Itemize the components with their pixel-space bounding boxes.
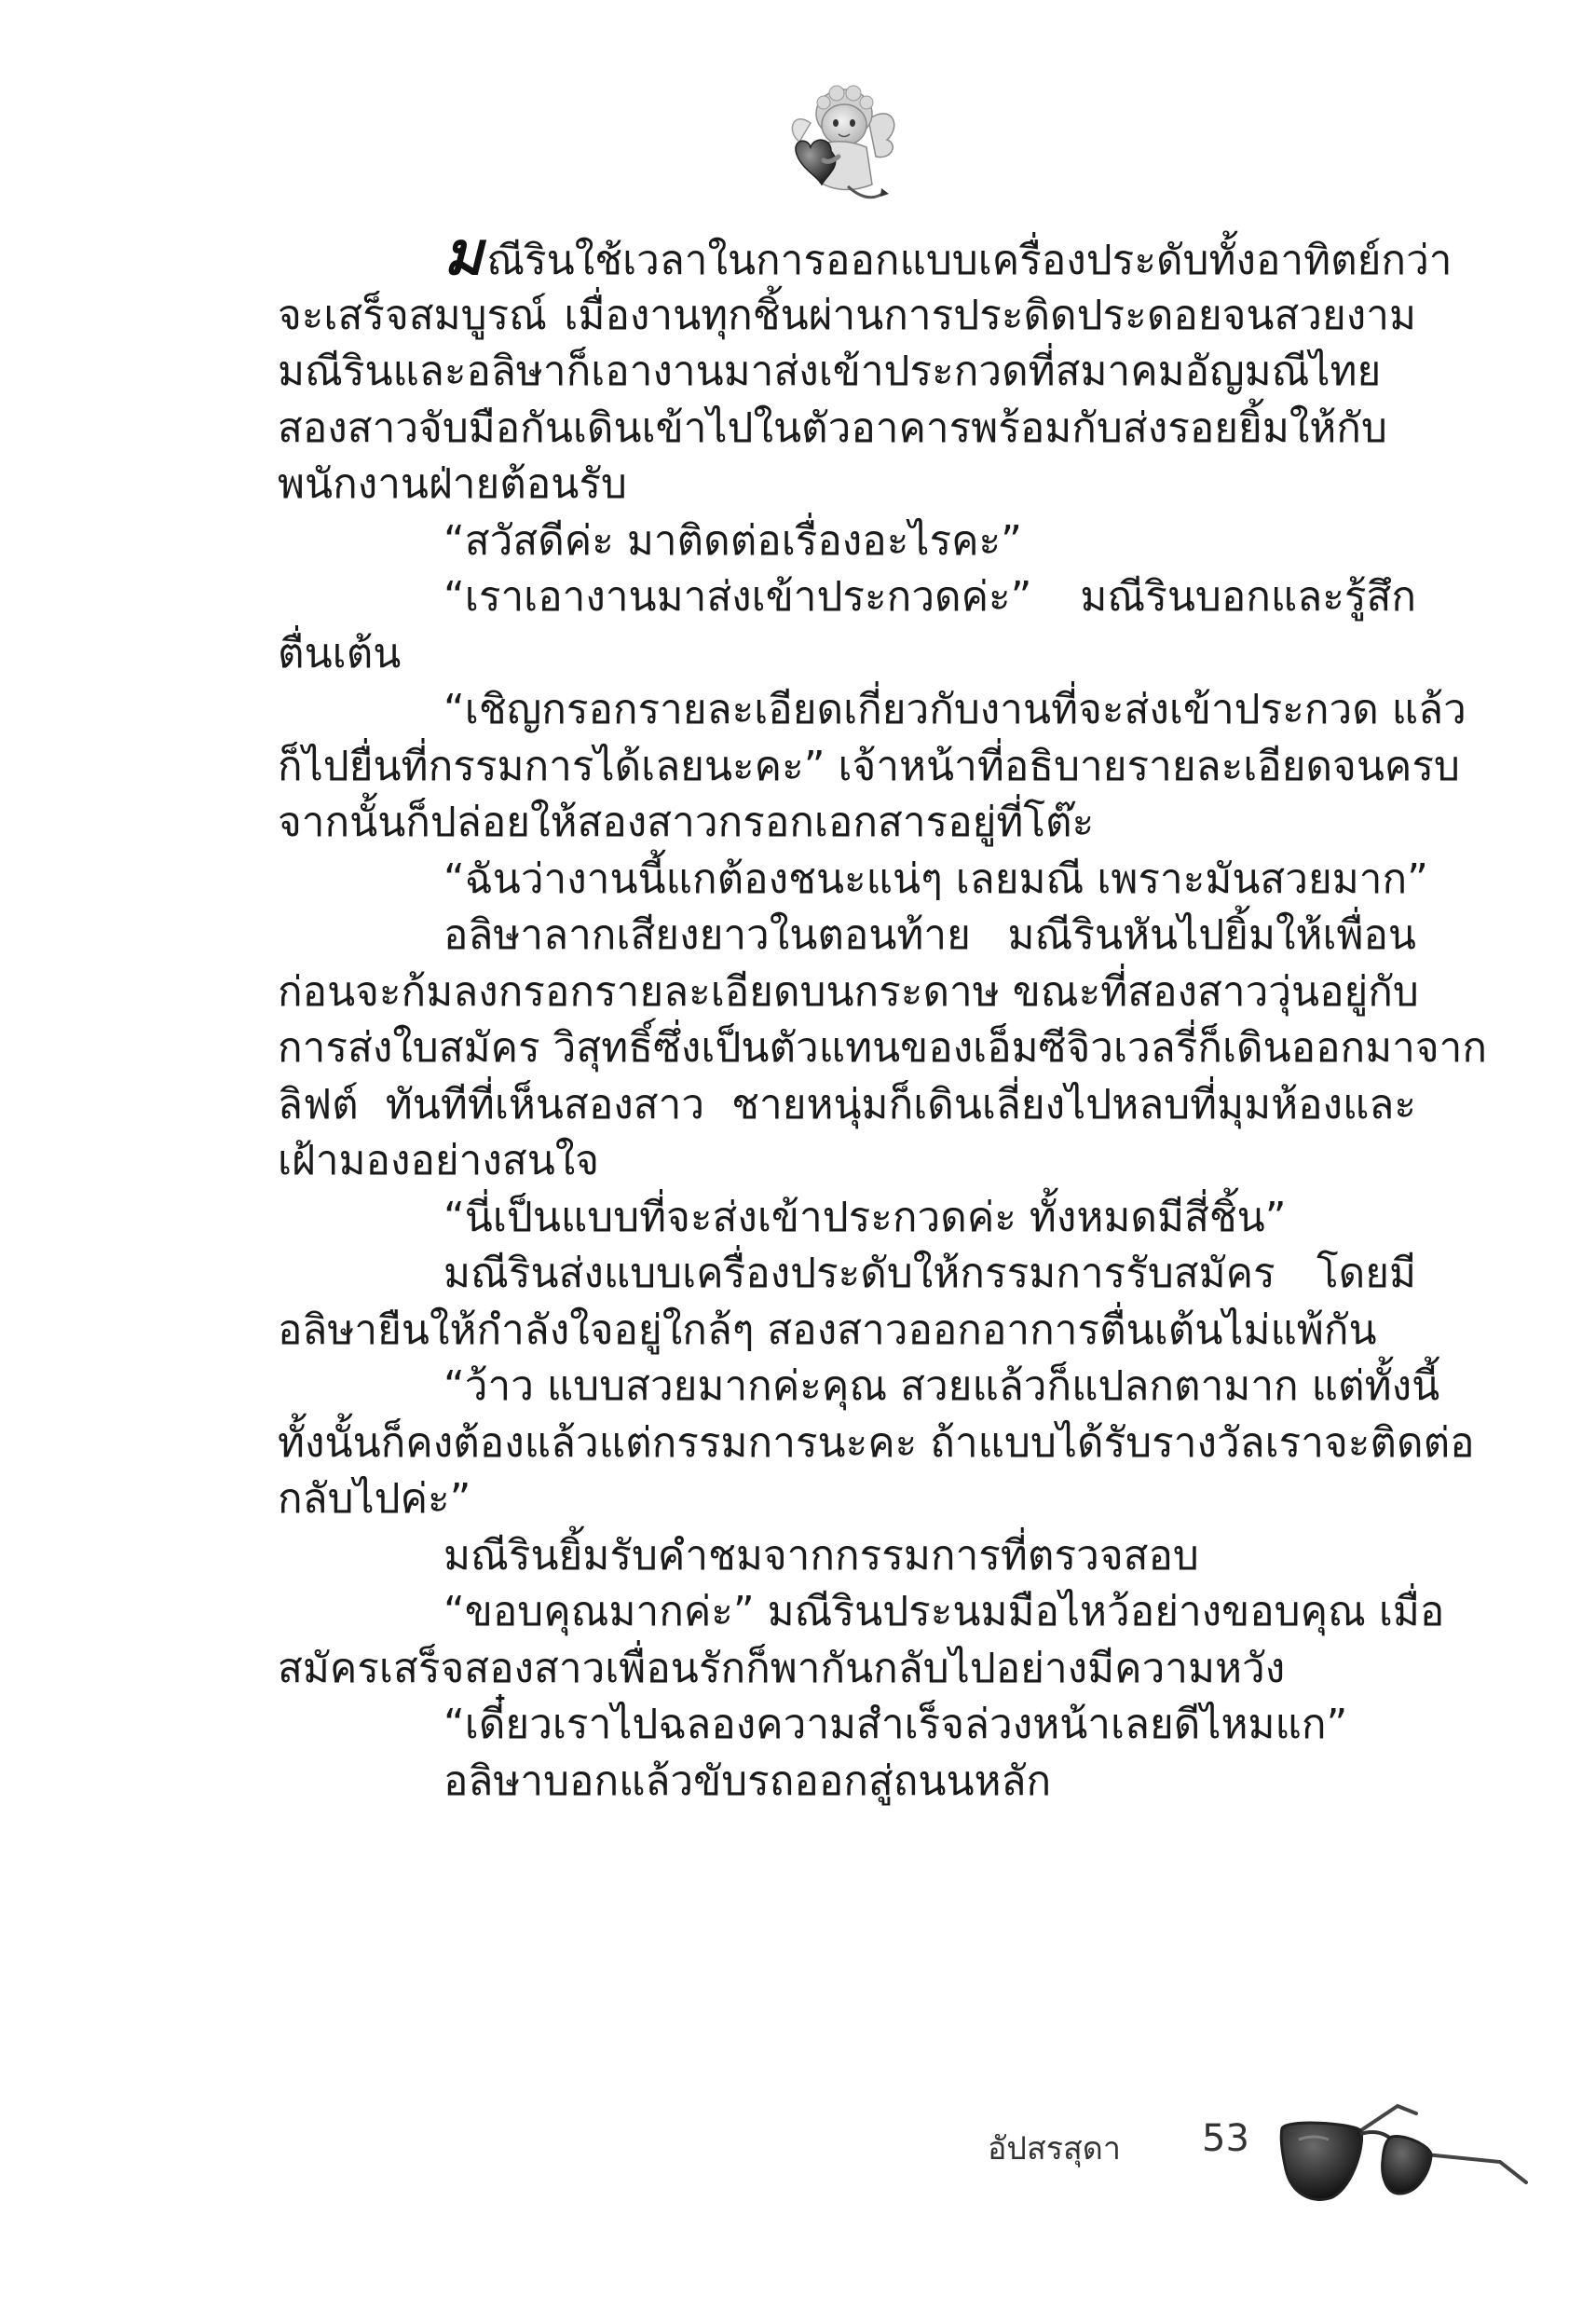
story-text	[278, 219, 1487, 1810]
text-line: เฝ้ามองอย่างสนใจ	[278, 1137, 600, 1184]
text-line: มณีรินและอลิษาก็เอางานมาส่งเข้าประกวดที่สมาคมอัญมณีไทย	[278, 348, 1382, 395]
text-line: “สวัสดีค่ะ มาติดต่อเรื่องอะไรคะ”	[443, 516, 1022, 565]
page-footer	[988, 2097, 1547, 2208]
text-line: “ว้าว แบบสวยมากค่ะคุณ สวยแล้วก็แปลกตามาก แต่ทั้งนี้	[443, 1362, 1440, 1410]
text-line: อลิษาลากเสียงยาวในตอนท้าย มณีรินหันไปยิ้มให้เพื่อน	[443, 911, 1416, 959]
book-title: อัปสรสุดา	[988, 2130, 1121, 2167]
text-line: มณีรินส่งแบบเครื่องประดับให้กรรมการรับสมัคร โดยมี	[443, 1250, 1416, 1297]
sunglasses-icon	[1276, 2097, 1533, 2208]
text-line: กลับไปค่ะ”	[278, 1475, 471, 1523]
text-line: “เชิญกรอกรายละเอียดเกี่ยวกับงานที่จะส่งเข้าประกวด แล้ว	[443, 686, 1466, 733]
text-line: สมัครเสร็จสองสาวเพื่อนรักก็พากันกลับไปอย่างมีความหวัง	[278, 1644, 1286, 1692]
text-line: ก็ไปยื่นที่กรรมการได้เลยนะคะ” เจ้าหน้าที่อธิบายรายละเอียดจนครบ	[278, 742, 1460, 790]
text-line: อลิษายืนให้กำลังใจอยู่ใกล้ๆ สองสาวออกอาการตื่นเต้นไม่แพ้กัน	[278, 1306, 1377, 1354]
text-line: พนักงานฝ่ายต้อนรับ	[278, 460, 627, 508]
text-line: มณีรินยิ้มรับคำชมจากกรรมการที่ตรวจสอบ	[443, 1531, 1199, 1579]
text-line: สองสาวจับมือกันเดินเข้าไปในตัวอาคารพร้อมกับส่งรอยยิ้มให้กับ	[278, 403, 1387, 452]
text-line: ลิฟต์ ทันทีที่เห็นสองสาว ชายหนุ่มก็เดินเลี่ยงไปหลบที่มุมห้องและ	[278, 1080, 1416, 1128]
text-line: มณีรินใช้เวลาในการออกแบบเครื่องประดับทั้งอาทิตย์กว่า	[443, 219, 1453, 289]
text-line: อลิษาบอกแล้วขับรถออกสู่ถนนหลัก	[443, 1757, 1052, 1805]
drop-cap: ม	[443, 219, 484, 289]
text-line: จะเสร็จสมบูรณ์ เมื่องานทุกชิ้นผ่านการประดิดประดอยจนสวยงาม	[278, 291, 1416, 339]
text-line: “ขอบคุณมากค่ะ” มณีรินประนมมือไหว้อย่างขอบคุณ เมื่อ	[443, 1588, 1445, 1635]
text-line: “ฉันว่างานนี้แกต้องชนะแน่ๆ เลยมณี เพราะมันสวยมาก”	[443, 855, 1428, 903]
text-line: การส่งใบสมัคร วิสุทธิ์ซึ่งเป็นตัวแทนของเอ็มซีจิวเวลรี่ก็เดินออกมาจาก	[278, 1024, 1487, 1072]
text-line: จากนั้นก็ปล่อยให้สองสาวกรอกเอกสารอยู่ที่โต๊ะ	[278, 799, 1095, 846]
page-number: 53	[1202, 2117, 1249, 2160]
text-line: ทั้งนั้นก็คงต้องแล้วแต่กรรมการนะคะ ถ้าแบบได้รับรางวัลเราจะติดต่อ	[278, 1418, 1475, 1467]
text-line: ตื่นเต้น	[278, 629, 402, 677]
text-line: “นี่เป็นแบบที่จะส่งเข้าประกวดค่ะ ทั้งหมดมีสี่ชิ้น”	[443, 1193, 1287, 1241]
text-line: “เดี๋ยวเราไปฉลองความสำเร็จล่วงหน้าเลยดีไหมแก”	[443, 1701, 1348, 1748]
text-line: “เราเอางานมาส่งเข้าประกวดค่ะ” มณีรินบอกและรู้สึก	[443, 573, 1416, 621]
text-line: ก่อนจะก้มลงกรอกรายละเอียดบนกระดาษ ขณะที่สองสาววุ่นอยู่กับ	[278, 967, 1419, 1016]
cupid-with-heart-icon	[783, 82, 904, 208]
